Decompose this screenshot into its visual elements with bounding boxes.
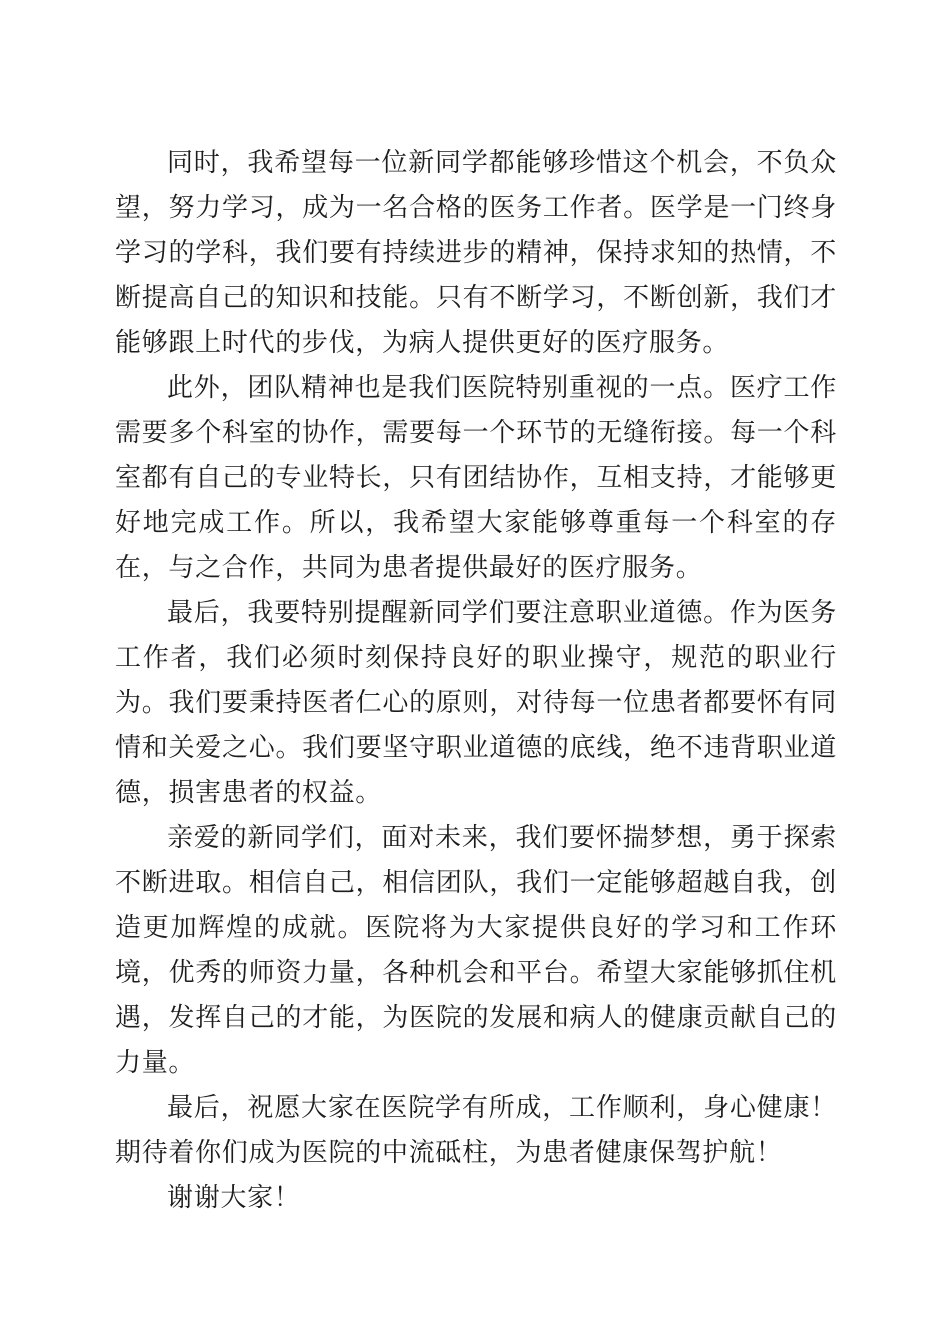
paragraph-4: 亲爱的新同学们，面对未来，我们要怀揣梦想，勇于探索不断进取。相信自己，相信团队，我们一定能够超越自我，创造更加辉煌的成就。医院将为大家提供良好的学习和工作环境，优秀的师资力量，各种机会和平台。希望大家能够抓住机遇，发挥自己的才能，为医院的发展和病人的健康贡献自己的力量。 xyxy=(115,823,837,1077)
paragraph-2: 此外，团队精神也是我们医院特别重视的一点。医疗工作需要多个科室的协作，需要每一个环节的无缝衔接。每一个科室都有自己的专业特长，只有团结协作，互相支持，才能够更好地完成工作。所以，我希望大家能够尊重每一个科室的存在，与之合作，共同为患者提供最好的医疗服务。 xyxy=(115,373,837,582)
paragraph-3: 最后，我要特别提醒新同学们要注意职业道德。作为医务工作者，我们必须时刻保持良好的职业操守，规范的职业行为。我们要秉持医者仁心的原则，对待每一位患者都要怀有同情和关爱之心。我们要坚守职业道德的底线，绝不违背职业道德，损害患者的权益。 xyxy=(115,598,837,807)
paragraph-1: 同时，我希望每一位新同学都能够珍惜这个机会，不负众望，努力学习，成为一名合格的医务工作者。医学是一门终身学习的学科，我们要有持续进步的精神，保持求知的热情，不断提高自己的知识和技能。只有不断学习，不断创新，我们才能够跟上时代的步伐，为病人提供更好的医疗服务。 xyxy=(115,148,837,357)
paragraph-5: 最后，祝愿大家在医院学有所成，工作顺利，身心健康！期待着你们成为医院的中流砥柱，为患者健康保驾护航！ xyxy=(115,1093,837,1167)
paragraph-6: 谢谢大家！ xyxy=(167,1183,301,1212)
document-body xyxy=(115,140,837,1220)
